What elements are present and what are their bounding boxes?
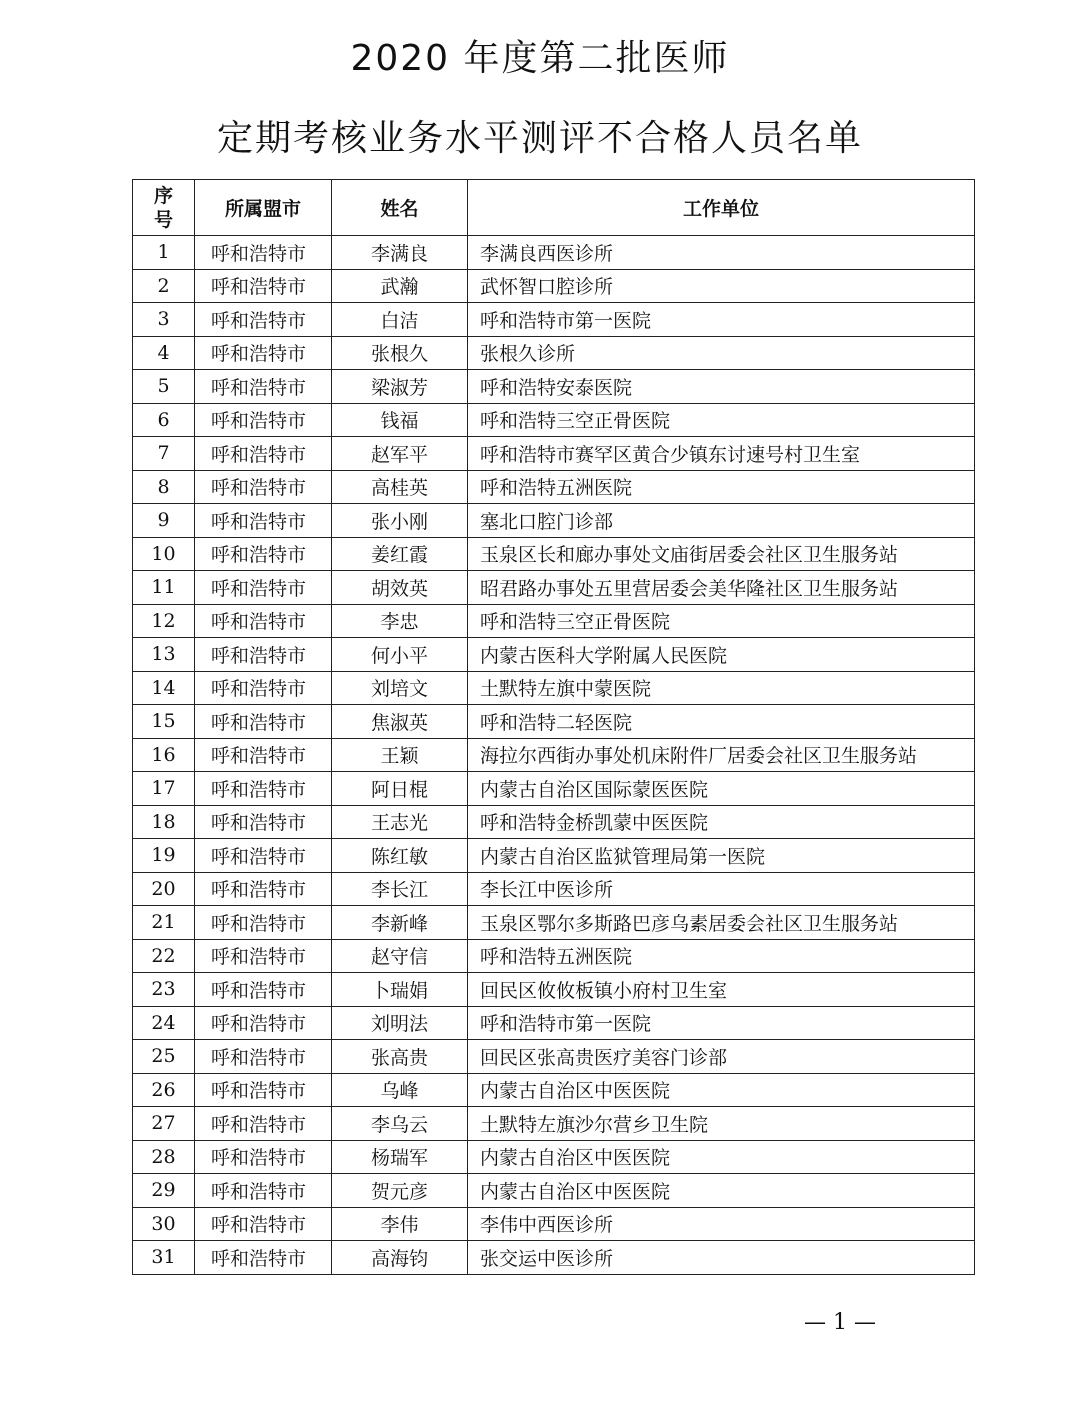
cell-city: 呼和浩特市: [195, 671, 332, 705]
cell-no: 29: [133, 1174, 195, 1208]
cell-no: 8: [133, 470, 195, 504]
cell-name: 陈红敏: [332, 839, 468, 873]
cell-no: 23: [133, 973, 195, 1007]
cell-unit: 内蒙古自治区监狱管理局第一医院: [468, 839, 975, 873]
cell-no: 9: [133, 504, 195, 538]
cell-no: 3: [133, 303, 195, 337]
table-row: [133, 671, 975, 705]
cell-name: 乌峰: [332, 1073, 468, 1107]
cell-city: 呼和浩特市: [195, 236, 332, 270]
cell-city: 呼和浩特市: [195, 571, 332, 605]
page-title-line-1: 2020 年度第二批医师: [350, 38, 730, 79]
cell-no: 31: [133, 1241, 195, 1275]
cell-unit: 内蒙古医科大学附属人民医院: [468, 638, 975, 672]
cell-unit: 李长江中医诊所: [468, 872, 975, 906]
cell-no: 22: [133, 939, 195, 973]
cell-no: 24: [133, 1006, 195, 1040]
cell-no: 30: [133, 1207, 195, 1241]
table-row: [133, 370, 975, 404]
cell-name: 张根久: [332, 336, 468, 370]
cell-city: 呼和浩特市: [195, 705, 332, 739]
cell-name: 高海钧: [332, 1241, 468, 1275]
cell-city: 呼和浩特市: [195, 1241, 332, 1275]
cell-unit: 呼和浩特五洲医院: [468, 470, 975, 504]
cell-name: 王志光: [332, 805, 468, 839]
table-row: [133, 705, 975, 739]
cell-city: 呼和浩特市: [195, 1040, 332, 1074]
cell-unit: 呼和浩特二轻医院: [468, 705, 975, 739]
cell-name: 何小平: [332, 638, 468, 672]
table-row: [133, 236, 975, 270]
table-row: [133, 303, 975, 337]
cell-name: 赵守信: [332, 939, 468, 973]
cell-no: 11: [133, 571, 195, 605]
table-header-row: [133, 180, 975, 236]
cell-unit: 武怀智口腔诊所: [468, 269, 975, 303]
cell-city: 呼和浩特市: [195, 269, 332, 303]
cell-no: 4: [133, 336, 195, 370]
table-row: [133, 939, 975, 973]
cell-unit: 李满良西医诊所: [468, 236, 975, 270]
cell-no: 18: [133, 805, 195, 839]
table-row: [133, 872, 975, 906]
cell-name: 杨瑞军: [332, 1140, 468, 1174]
cell-city: 呼和浩特市: [195, 303, 332, 337]
cell-name: 姜红霞: [332, 537, 468, 571]
cell-no: 26: [133, 1073, 195, 1107]
cell-name: 李新峰: [332, 906, 468, 940]
cell-name: 赵军平: [332, 437, 468, 471]
cell-no: 21: [133, 906, 195, 940]
cell-no: 7: [133, 437, 195, 471]
cell-no: 12: [133, 604, 195, 638]
cell-city: 呼和浩特市: [195, 973, 332, 1007]
cell-name: 钱福: [332, 403, 468, 437]
table-row: [133, 1207, 975, 1241]
cell-no: 16: [133, 738, 195, 772]
cell-no: 6: [133, 403, 195, 437]
page-title-line-2: 定期考核业务水平测评不合格人员名单: [216, 118, 863, 159]
cell-city: 呼和浩特市: [195, 403, 332, 437]
cell-city: 呼和浩特市: [195, 939, 332, 973]
cell-city: 呼和浩特市: [195, 906, 332, 940]
cell-unit: 张交运中医诊所: [468, 1241, 975, 1275]
cell-no: 25: [133, 1040, 195, 1074]
cell-no: 20: [133, 872, 195, 906]
cell-city: 呼和浩特市: [195, 1107, 332, 1141]
cell-name: 王颖: [332, 738, 468, 772]
cell-city: 呼和浩特市: [195, 772, 332, 806]
cell-unit: 塞北口腔门诊部: [468, 504, 975, 538]
cell-name: 卜瑞娟: [332, 973, 468, 1007]
column-header-city: 所属盟市: [195, 180, 332, 236]
cell-city: 呼和浩特市: [195, 1006, 332, 1040]
cell-name: 高桂英: [332, 470, 468, 504]
cell-name: 武瀚: [332, 269, 468, 303]
table-row: [133, 906, 975, 940]
table-row: [133, 604, 975, 638]
personnel-table: [132, 179, 975, 1275]
table-row: [133, 1040, 975, 1074]
cell-unit: 回民区张高贵医疗美容门诊部: [468, 1040, 975, 1074]
cell-no: 2: [133, 269, 195, 303]
cell-name: 胡效英: [332, 571, 468, 605]
cell-name: 张小刚: [332, 504, 468, 538]
table-row: [133, 805, 975, 839]
cell-city: 呼和浩特市: [195, 504, 332, 538]
table-row: [133, 571, 975, 605]
cell-no: 10: [133, 537, 195, 571]
cell-name: 李乌云: [332, 1107, 468, 1141]
cell-city: 呼和浩特市: [195, 1073, 332, 1107]
table-row: [133, 839, 975, 873]
cell-unit: 内蒙古自治区中医医院: [468, 1073, 975, 1107]
cell-name: 焦淑英: [332, 705, 468, 739]
table-row: [133, 1174, 975, 1208]
cell-unit: 李伟中西医诊所: [468, 1207, 975, 1241]
cell-unit: 昭君路办事处五里营居委会美华隆社区卫生服务站: [468, 571, 975, 605]
cell-no: 1: [133, 236, 195, 270]
column-header-unit: 工作单位: [468, 180, 975, 236]
table-row: [133, 403, 975, 437]
cell-no: 15: [133, 705, 195, 739]
cell-no: 27: [133, 1107, 195, 1141]
column-header-name: 姓名: [332, 180, 468, 236]
cell-name: 白洁: [332, 303, 468, 337]
table-body: [133, 236, 975, 1275]
table-row: [133, 336, 975, 370]
table-row: [133, 437, 975, 471]
cell-no: 28: [133, 1140, 195, 1174]
cell-city: 呼和浩特市: [195, 470, 332, 504]
cell-unit: 内蒙古自治区国际蒙医医院: [468, 772, 975, 806]
cell-name: 贺元彦: [332, 1174, 468, 1208]
table-row: [133, 1241, 975, 1275]
table-row: [133, 772, 975, 806]
cell-city: 呼和浩特市: [195, 1174, 332, 1208]
table-row: [133, 470, 975, 504]
cell-unit: 呼和浩特金桥凯蒙中医医院: [468, 805, 975, 839]
table-row: [133, 973, 975, 1007]
cell-unit: 呼和浩特五洲医院: [468, 939, 975, 973]
table-row: [133, 269, 975, 303]
cell-no: 17: [133, 772, 195, 806]
cell-city: 呼和浩特市: [195, 1140, 332, 1174]
cell-name: 刘明法: [332, 1006, 468, 1040]
cell-name: 刘培文: [332, 671, 468, 705]
cell-unit: 呼和浩特市第一医院: [468, 1006, 975, 1040]
cell-city: 呼和浩特市: [195, 839, 332, 873]
table-row: [133, 1073, 975, 1107]
cell-name: 李伟: [332, 1207, 468, 1241]
cell-city: 呼和浩特市: [195, 638, 332, 672]
cell-unit: 内蒙古自治区中医医院: [468, 1140, 975, 1174]
table-row: [133, 1140, 975, 1174]
cell-no: 19: [133, 839, 195, 873]
cell-city: 呼和浩特市: [195, 738, 332, 772]
cell-name: 张高贵: [332, 1040, 468, 1074]
cell-unit: 张根久诊所: [468, 336, 975, 370]
column-header-no: 序号: [133, 180, 195, 236]
table-row: [133, 504, 975, 538]
cell-name: 李长江: [332, 872, 468, 906]
cell-city: 呼和浩特市: [195, 537, 332, 571]
cell-unit: 玉泉区长和廊办事处文庙街居委会社区卫生服务站: [468, 537, 975, 571]
cell-unit: 海拉尔西街办事处机床附件厂居委会社区卫生服务站: [468, 738, 975, 772]
cell-no: 5: [133, 370, 195, 404]
cell-name: 李满良: [332, 236, 468, 270]
table-row: [133, 1107, 975, 1141]
cell-unit: 呼和浩特安泰医院: [468, 370, 975, 404]
cell-unit: 土默特左旗中蒙医院: [468, 671, 975, 705]
cell-name: 阿日棍: [332, 772, 468, 806]
cell-unit: 回民区攸攸板镇小府村卫生室: [468, 973, 975, 1007]
cell-city: 呼和浩特市: [195, 437, 332, 471]
table-row: [133, 1006, 975, 1040]
table-row: [133, 537, 975, 571]
cell-city: 呼和浩特市: [195, 1207, 332, 1241]
cell-no: 13: [133, 638, 195, 672]
cell-unit: 呼和浩特三空正骨医院: [468, 403, 975, 437]
cell-city: 呼和浩特市: [195, 336, 332, 370]
cell-city: 呼和浩特市: [195, 604, 332, 638]
cell-unit: 呼和浩特市赛罕区黄合少镇东讨速号村卫生室: [468, 437, 975, 471]
cell-unit: 土默特左旗沙尔营乡卫生院: [468, 1107, 975, 1141]
page-number: — 1 —: [804, 1310, 876, 1335]
cell-unit: 玉泉区鄂尔多斯路巴彦乌素居委会社区卫生服务站: [468, 906, 975, 940]
cell-no: 14: [133, 671, 195, 705]
cell-city: 呼和浩特市: [195, 370, 332, 404]
cell-city: 呼和浩特市: [195, 805, 332, 839]
table-row: [133, 738, 975, 772]
cell-name: 李忠: [332, 604, 468, 638]
cell-name: 梁淑芳: [332, 370, 468, 404]
cell-city: 呼和浩特市: [195, 872, 332, 906]
cell-unit: 内蒙古自治区中医医院: [468, 1174, 975, 1208]
table-row: [133, 638, 975, 672]
cell-unit: 呼和浩特市第一医院: [468, 303, 975, 337]
cell-unit: 呼和浩特三空正骨医院: [468, 604, 975, 638]
